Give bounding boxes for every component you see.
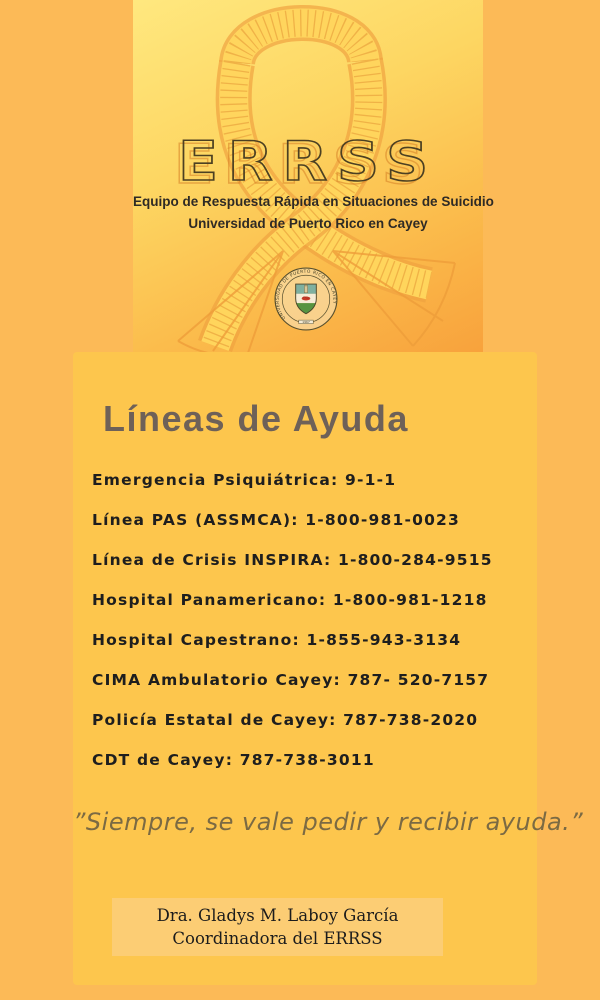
helpline-label: Línea PAS (ASSMCA): [92,511,299,529]
helpline-number: 787- 520-7157 [347,671,490,689]
helpline-row-pas [92,500,493,540]
helpline-number: 1-800-284-9515 [337,551,493,569]
helpline-number: 787-738-2020 [343,711,479,729]
helpline-label: Línea de Crisis INSPIRA: [92,551,332,569]
header-panel [133,0,494,352]
helpline-number: 1-855-943-3134 [306,631,462,649]
coordinator-name: Dra. Gladys M. Laboy García [156,905,399,925]
helpline-row-cima [92,660,493,700]
helpline-label: Policía Estatal de Cayey: [92,711,337,729]
helpline-label: Emergencia Psiquiátrica: [92,471,339,489]
helpline-number: 1-800-981-0023 [305,511,461,529]
header-subtitle-line2: Universidad de Puerto Rico en Cayey [188,216,428,231]
helplines-panel [73,352,584,985]
coordinator-role: Coordinadora del ERRSS [172,929,383,948]
helpline-label: Hospital Panamericano: [92,591,327,609]
helpline-list [92,460,493,780]
errss-title: ERRSS ERRSS [119,130,497,193]
helpline-row-capestrano [92,620,493,660]
helpline-label: Hospital Capestrano: [92,631,300,649]
helpline-row-inspira [92,540,493,580]
helpline-number: 1-800-981-1218 [332,591,488,609]
motivational-quote: ”Siempre, se vale pedir y recibir ayuda.” [73,808,584,836]
helpline-row-cdt [92,740,493,780]
seal-ring-text: UNIVERSIDAD DE PUERTO RICO EN CAYEY [275,269,337,321]
helpline-label: CIMA Ambulatorio Cayey: [92,671,341,689]
helpline-number: 787-738-3011 [239,751,375,769]
coordinator-box [112,898,443,956]
seal-year: 1967 [302,320,310,325]
university-seal-icon [273,266,339,332]
helpline-row-emergencia [92,460,493,500]
helpline-label: CDT de Cayey: [92,751,234,769]
header-subtitle-line1: Equipo de Respuesta Rápida en Situaciones de Suicidio [133,194,494,209]
helplines-heading: Líneas de Ayuda [103,398,409,439]
helpline-row-panamericano [92,580,493,620]
helpline-row-policia [92,700,493,740]
helpline-number: 9-1-1 [345,471,397,489]
